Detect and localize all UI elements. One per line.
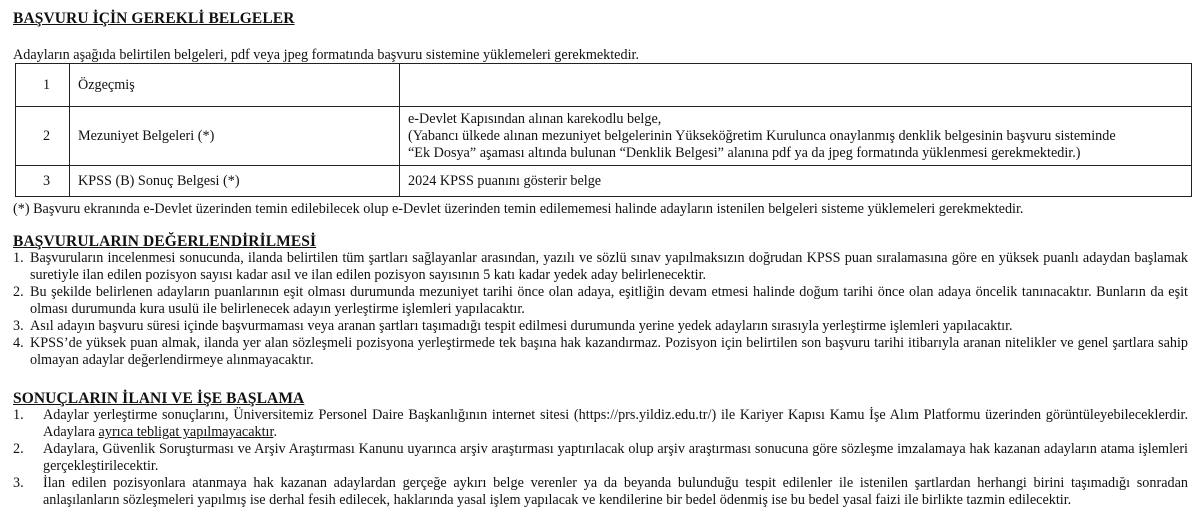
evaluation-list <box>13 250 1188 369</box>
list-item <box>13 335 1188 369</box>
row-number: 2 <box>16 107 70 166</box>
website-link[interactable]: https://prs.yildiz.edu.tr/ <box>578 407 712 423</box>
item-number: 4. <box>13 335 24 351</box>
item-text: Asıl adayın başvuru süresi içinde başvurmaması veya aranan şartları taşımadığı tespit edilmesi durumunda yerine yedek adayların sırasıyla yerleştirme işlemleri yapılacaktır. <box>30 318 1013 334</box>
table-row <box>16 107 1192 166</box>
item-text: Bu şekilde belirlenen adayların puanlarının eşit olması durumunda mezuniyet tarihi önce olan adaya, eşitliğin devam etmesi halinde doğum tarihi önce olan adaya öncelik tanınacaktır. Bunların da eşit olması durumunda kura usulü ile belirlenecek adayın yerleştirme işlemleri yapılacaktır. <box>30 284 1188 317</box>
document-description <box>400 64 1192 107</box>
list-item <box>13 407 1188 441</box>
item-text: Başvuruların incelenmesi sonucunda, ilanda belirtilen tüm şartları sağlayanlar arasından, yazılı ve sözlü sınav yapılmaksızın doğrudan KPSS puan sıralamasına göre en yüksek puanlı adaydan başlamak suretiyle ilan edilen pozisyon sayısı kadar asıl ve ilan edilen pozisyon sayısının 5 katı kadar yedek aday belirlenecektir. <box>30 250 1188 283</box>
emphasis-text: ayrıca tebligat yapılmayacaktır <box>98 424 274 440</box>
list-item <box>13 475 1188 509</box>
document-description <box>400 107 1192 166</box>
document-name: Mezuniyet Belgeleri (*) <box>70 107 400 166</box>
document-name: Özgeçmiş <box>70 64 400 107</box>
required-documents-table <box>15 63 1192 197</box>
description-line: (Yabancı ülkede alınan mezuniyet belgelerinin Yükseköğretim Kurulunca onaylanmış denklik belgesinin başvuru sisteminde <box>408 127 1116 144</box>
table-row <box>16 64 1192 107</box>
list-item <box>13 284 1188 318</box>
results-list <box>13 407 1188 509</box>
row-number: 1 <box>16 64 70 107</box>
section-title-results: SONUÇLARIN İLANI VE İŞE BAŞLAMA <box>13 390 305 407</box>
footnote: (*) Başvuru ekranında e-Devlet üzerinden temin edilebilecek olup e-Devlet üzerinden temin edilememesi halinde adayların istenilen belgeleri sisteme yüklemeleri gerekmektedir. <box>13 201 1024 217</box>
item-text: Adaylara, Güvenlik Soruşturması ve Arşiv Araştırması Kanunu uyarınca arşiv araştırması yaptırılacak olup arşiv araştırması sonucuna göre sözleşme imzalamaya hak kazanan adayların atama işlemleri gerçekleştirilecektir. <box>43 441 1188 474</box>
list-item <box>13 441 1188 475</box>
row-number: 3 <box>16 166 70 197</box>
item-text: Adaylar yerleştirme sonuçlarını, Üniversitemiz Personel Daire Başkanlığının internet sitesi ( <box>43 407 579 423</box>
item-number: 1. <box>13 407 24 423</box>
table-row <box>16 166 1192 197</box>
item-text: . <box>273 424 277 440</box>
item-number: 1. <box>13 250 24 266</box>
document-description: 2024 KPSS puanını gösterir belge <box>400 166 1192 197</box>
item-text: İlan edilen pozisyonlara atanmaya hak kazanan adaylardan gerçeğe aykırı belge verenler ya da beyanda bulunduğu tespit edilenler ile istenilen şartlardan herhangi birini taşımadığı sonradan anlaşılanların sözleşmeleri yapılmış ise derhal fesih edilecek, haklarında yasal işlem yapılacak ve kendilerine bir bedel ödenmiş ise bu bedel yasal faizi ile birlikte tazmin edilecektir. <box>43 475 1188 508</box>
section-title-evaluation: BAŞVURULARIN DEĞERLENDİRİLMESİ <box>13 233 317 250</box>
item-number: 3. <box>13 318 24 334</box>
item-number: 2. <box>13 284 24 300</box>
list-item <box>13 250 1188 284</box>
description-line: e-Devlet Kapısından alınan karekodlu belge, <box>408 110 662 127</box>
item-text: ) ile Kariyer Kapısı Kamu İşe Alım Platformu üzerinden görüntüleyebileceklerdir. Adaylara <box>43 407 1188 440</box>
list-item <box>13 318 1188 335</box>
document-name: KPSS (B) Sonuç Belgesi (*) <box>70 166 400 197</box>
section-title-required-documents: BAŞVURU İÇİN GEREKLİ BELGELER <box>13 10 295 27</box>
description-line: “Ek Dosya” aşaması altında bulunan “Denklik Belgesi” alanına pdf ya da jpeg formatında yüklenmesi gerekmektedir.) <box>408 144 1081 161</box>
item-number: 3. <box>13 475 24 491</box>
item-text: KPSS’de yüksek puan almak, ilanda yer alan sözleşmeli pozisyona yerleştirmede tek başına hak kazandırmaz. Pozisyon için belirtilen son başvuru tarihi itibarıyla aranan nitelikler ve genel şartlara sahip olmayan adaylar değerlendirmeye alınmayacaktır. <box>30 335 1188 368</box>
required-documents-intro: Adayların aşağıda belirtilen belgeleri, pdf veya jpeg formatında başvuru sistemine yüklemeleri gerekmektedir. <box>13 47 640 63</box>
item-number: 2. <box>13 441 24 457</box>
